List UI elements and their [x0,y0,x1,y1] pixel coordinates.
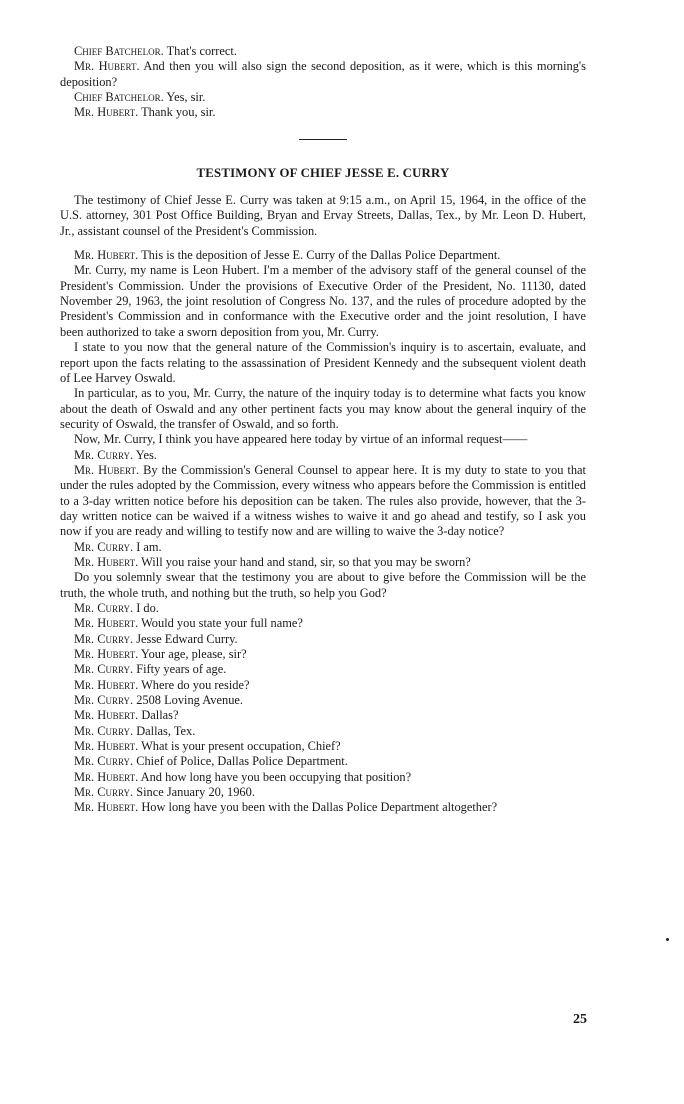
paragraph [60,248,586,263]
speech: In particular, as to you, Mr. Curry, the nature of the inquiry today is to determine what facts you know about the death of Oswald and any other pertinent facts you may know about the general inquiry of the security of Oswald, the transfer of Oswald, and so forth. [60,386,586,431]
paragraph [60,754,586,769]
speaker: Mr. Hubert. [74,769,139,784]
speaker: Mr. Curry. [74,693,134,708]
speaker: Mr. Hubert. [74,708,139,723]
speech: That's correct. [163,44,237,58]
speaker: Mr. Curry. [74,539,134,554]
intro-paragraph: The testimony of Chief Jesse E. Curry was taken at 9:15 a.m., on April 15, 1964, in the office of the U.S. attorney, 301 Post Office Building, Bryan and Ervay Streets, Dallas, Tex., by Mr. Leon D. Hubert, Jr., assistant counsel of the President's Commission. [60,193,586,238]
paragraph [60,693,586,708]
speech: I am. [133,539,162,554]
speech: By the Commission's General Counsel to appear here. It is my duty to state to you that under the rules adopted by the Commission, every witness who appears before the Commission is entitled to a 3-day written notice before his deposition can be taken. The rules also provide, however, that the 3-day written notice can be waived if a witness wishes to waive it and go ahead and testify, so I ask you now if you are ready and willing to testify now and are willing to waive the 3-day notice? [60,462,586,539]
document-page [60,44,586,816]
speech: Since January 20, 1960. [133,785,255,800]
page-number: 25 [573,1012,587,1027]
paragraph [60,601,586,616]
speaker: Mr. Curry. [74,631,134,646]
stray-mark [666,938,669,941]
speech: How long have you been with the Dallas Police Department altogether? [138,800,498,815]
paragraph [60,632,586,647]
paragraph [60,540,586,555]
speech: And then you will also sign the second deposition, as it were, which is this morning's deposition? [60,59,586,89]
paragraph [60,616,586,631]
speech: Do you solemnly swear that the testimony you are about to give before the Commission will be the truth, the whole truth, and nothing but the truth, so help you God? [60,570,586,600]
speech: Mr. Curry, my name is Leon Hubert. I'm a member of the advisory staff of the general counsel of the President's Commission. Under the provisions of Executive Order of the President, No. 11130, dated November 29, 1963, the joint resolution of Congress No. 137, and the rules of procedure adopted by the President's Commission and in conformance with the Executive order and the joint resolution, I have been authorized to take a sworn deposition from you, Mr. Curry. [60,263,586,339]
speaker: Mr. Curry. [74,662,134,677]
section-heading: TESTIMONY OF CHIEF JESSE E. CURRY [196,165,450,180]
speech: Jesse Edward Curry. [133,631,238,646]
paragraph [60,90,586,105]
speaker: Mr. Hubert. [74,59,140,74]
paragraph [60,105,586,120]
speech: Dallas, Tex. [133,723,196,738]
paragraph [60,739,586,754]
paragraph [60,59,586,90]
speaker: Chief Batchelor. [74,90,164,105]
speaker: Mr. Hubert. [74,647,139,662]
speech: 2508 Loving Avenue. [133,693,243,708]
speech: Yes. [133,447,157,462]
paragraph [60,800,586,815]
speaker: Mr. Hubert. [74,616,139,631]
speech: This is the deposition of Jesse E. Curry of the Dallas Police Department. [138,248,501,263]
speech: Will you raise your hand and stand, sir, so that you may be sworn? [138,554,471,569]
speaker: Mr. Curry. [74,601,134,615]
speaker: Mr. Hubert. [74,462,140,477]
paragraph [60,647,586,662]
speaker: Mr. Curry. [74,754,134,769]
testimony-body [60,248,586,816]
paragraph [60,555,586,570]
paragraph [60,708,586,723]
paragraph [60,463,586,540]
speech: And how long have you been occupying that position? [138,769,412,784]
paragraph [60,340,586,386]
paragraph [60,770,586,785]
speaker: Mr. Hubert. [74,248,139,263]
speech: Would you state your full name? [138,616,303,631]
speech: I do. [133,601,159,615]
paragraph [60,432,586,447]
paragraph [60,785,586,800]
paragraph [60,448,586,463]
speaker: Mr. Hubert. [74,554,139,569]
speech: Your age, please, sir? [138,647,247,662]
speech: Thank you, sir. [138,105,216,120]
paragraph [60,724,586,739]
speaker: Mr. Hubert. [74,739,139,754]
speaker: Chief Batchelor. [74,44,164,58]
speech: Yes, sir. [163,90,206,105]
speaker: Mr. Hubert. [74,105,139,120]
speaker: Mr. Curry. [74,447,134,462]
paragraph [60,44,586,59]
top-exchange [60,44,586,121]
section-divider [299,139,347,140]
speech: Fifty years of age. [133,662,227,677]
speaker: Mr. Hubert. [74,800,139,815]
speech: Dallas? [138,708,179,723]
paragraph [60,678,586,693]
speech: Now, Mr. Curry, I think you have appeared here today by virtue of an informal request—— [74,432,528,447]
paragraph [60,662,586,677]
speech: Where do you reside? [138,677,250,692]
speech: I state to you now that the general nature of the Commission's inquiry is to ascertain, evaluate, and report upon the facts relating to the assassination of President Kennedy and the subsequent violent death of Lee Harvey Oswald. [60,340,586,385]
paragraph [60,570,586,601]
speech: What is your present occupation, Chief? [138,739,341,754]
speaker: Mr. Curry. [74,723,134,738]
speaker: Mr. Hubert. [74,677,139,692]
paragraph [60,386,586,432]
speaker: Mr. Curry. [74,785,134,800]
speech: Chief of Police, Dallas Police Department. [133,754,348,769]
paragraph [60,263,586,340]
